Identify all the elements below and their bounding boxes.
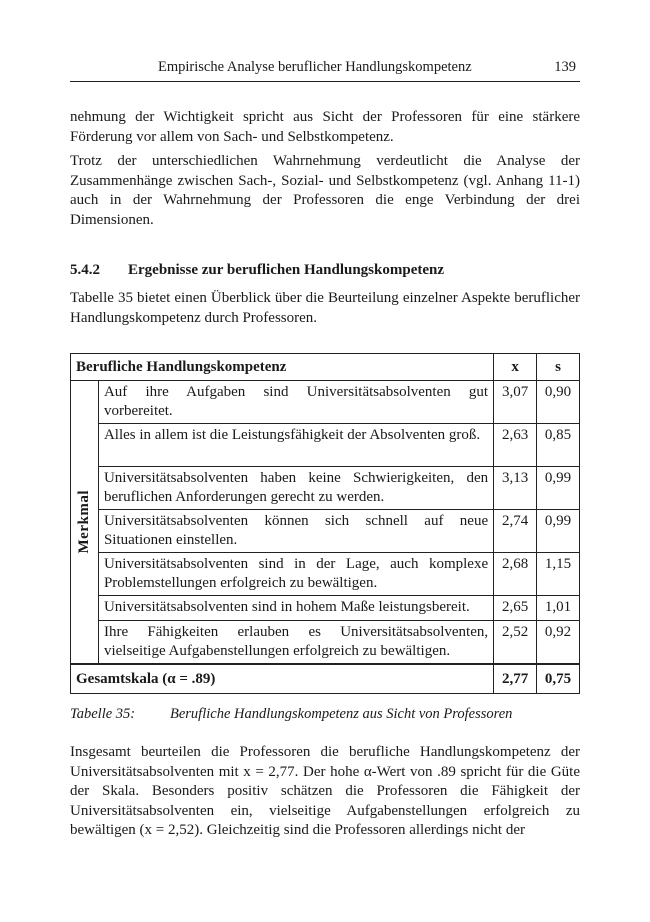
table-row [71, 510, 580, 553]
competence-table [70, 353, 580, 694]
caption-label: Tabelle 35: [70, 706, 136, 722]
caption-text: Berufliche Handlungskompetenz aus Sicht von Professoren [170, 706, 513, 722]
row-x: 2,74 [494, 510, 537, 553]
row-x: 3,07 [494, 381, 537, 424]
total-x: 2,77 [494, 664, 537, 694]
running-header-title: Empirische Analyse beruflicher Handlungskompetenz [158, 59, 472, 75]
table-row [71, 596, 580, 621]
row-s: 0,90 [537, 381, 580, 424]
page-number: 139 [554, 59, 576, 75]
paragraph-table-intro: Tabelle 35 bietet einen Überblick über die Beurteilung einzelner Aspekte beruflicher Handlungskompetenz durch Professoren. [70, 290, 580, 326]
row-x: 2,65 [494, 596, 537, 621]
running-header [0, 59, 650, 81]
table-row [71, 621, 580, 665]
total-s: 0,75 [537, 664, 580, 694]
total-label: Gesamtskala (α = .89) [71, 664, 494, 694]
table-row [71, 553, 580, 596]
row-text: Universitätsabsolventen sind in hohem Maße leistungsbereit. [98, 596, 493, 621]
row-text: Alles in allem ist die Leistungsfähigkeit der Absolventen groß. [98, 424, 493, 467]
table-header-row [71, 354, 580, 381]
table-caption [70, 706, 512, 723]
row-text: Universitätsabsolventen sind in der Lage, auch komplexe Problemstellungen erfolgreich zu bewältigen. [98, 553, 493, 596]
section-heading [70, 262, 444, 279]
table-row [71, 467, 580, 510]
section-number: 5.4.2 [70, 262, 100, 278]
table-header-s: s [537, 354, 580, 381]
table-header-x: x [494, 354, 537, 381]
paragraph-continuation: nehmung der Wichtigkeit spricht aus Sicht der Professoren für eine stärkere Förderung vor allem von Sach- und Selbstkompetenz. [70, 109, 580, 145]
row-s: 1,15 [537, 553, 580, 596]
header-rule [70, 81, 580, 82]
row-text: Ihre Fähigkeiten erlauben es Universitätsabsolventen, vielseitige Aufgabenstellungen erfolgreich zu bewältigen. [98, 621, 493, 665]
section-title: Ergebnisse zur beruflichen Handlungskompetenz [128, 262, 445, 278]
row-s: 0,99 [537, 467, 580, 510]
row-text: Universitätsabsolventen können sich schnell auf neue Situationen einstellen. [98, 510, 493, 553]
row-x: 3,13 [494, 467, 537, 510]
table-header-label: Berufliche Handlungskompetenz [71, 354, 494, 381]
table-row [71, 424, 580, 467]
row-s: 0,85 [537, 424, 580, 467]
table-row [71, 381, 580, 424]
row-text: Auf ihre Aufgaben sind Universitätsabsolventen gut vorbereitet. [98, 381, 493, 424]
paragraph-dimensions: Trotz der unterschiedlichen Wahrnehmung verdeutlicht die Analyse der Zusammenhänge zwischen Sach-, Sozial- und Selbstkompetenz (vgl. Anhang 11-1) auch in der Wahrnehmung der Professoren die enge Verbindung der drei Dimensionen. [70, 153, 580, 228]
row-x: 2,52 [494, 621, 537, 665]
side-label: Merkmal [75, 490, 92, 554]
side-label-cell [71, 381, 99, 665]
row-x: 2,63 [494, 424, 537, 467]
row-text: Universitätsabsolventen haben keine Schwierigkeiten, den beruflichen Anforderungen gerecht zu werden. [98, 467, 493, 510]
paragraph-summary: Insgesamt beurteilen die Professoren die berufliche Handlungskompetenz der Universitätsabsolventen mit x = 2,77. Der hohe α-Wert von .89 spricht für die Güte der Skala. Besonders positiv schätzen die Professoren die Fähigkeit der Universitätsabsolventen ein, vielseitige Aufgabenstellungen erfolgreich zu bewältigen (x = 2,52). Gleichzeitig sind die Professoren allerdings nicht der [70, 744, 580, 838]
row-s: 0,99 [537, 510, 580, 553]
row-s: 1,01 [537, 596, 580, 621]
row-s: 0,92 [537, 621, 580, 665]
row-x: 2,68 [494, 553, 537, 596]
table-total-row [71, 664, 580, 694]
